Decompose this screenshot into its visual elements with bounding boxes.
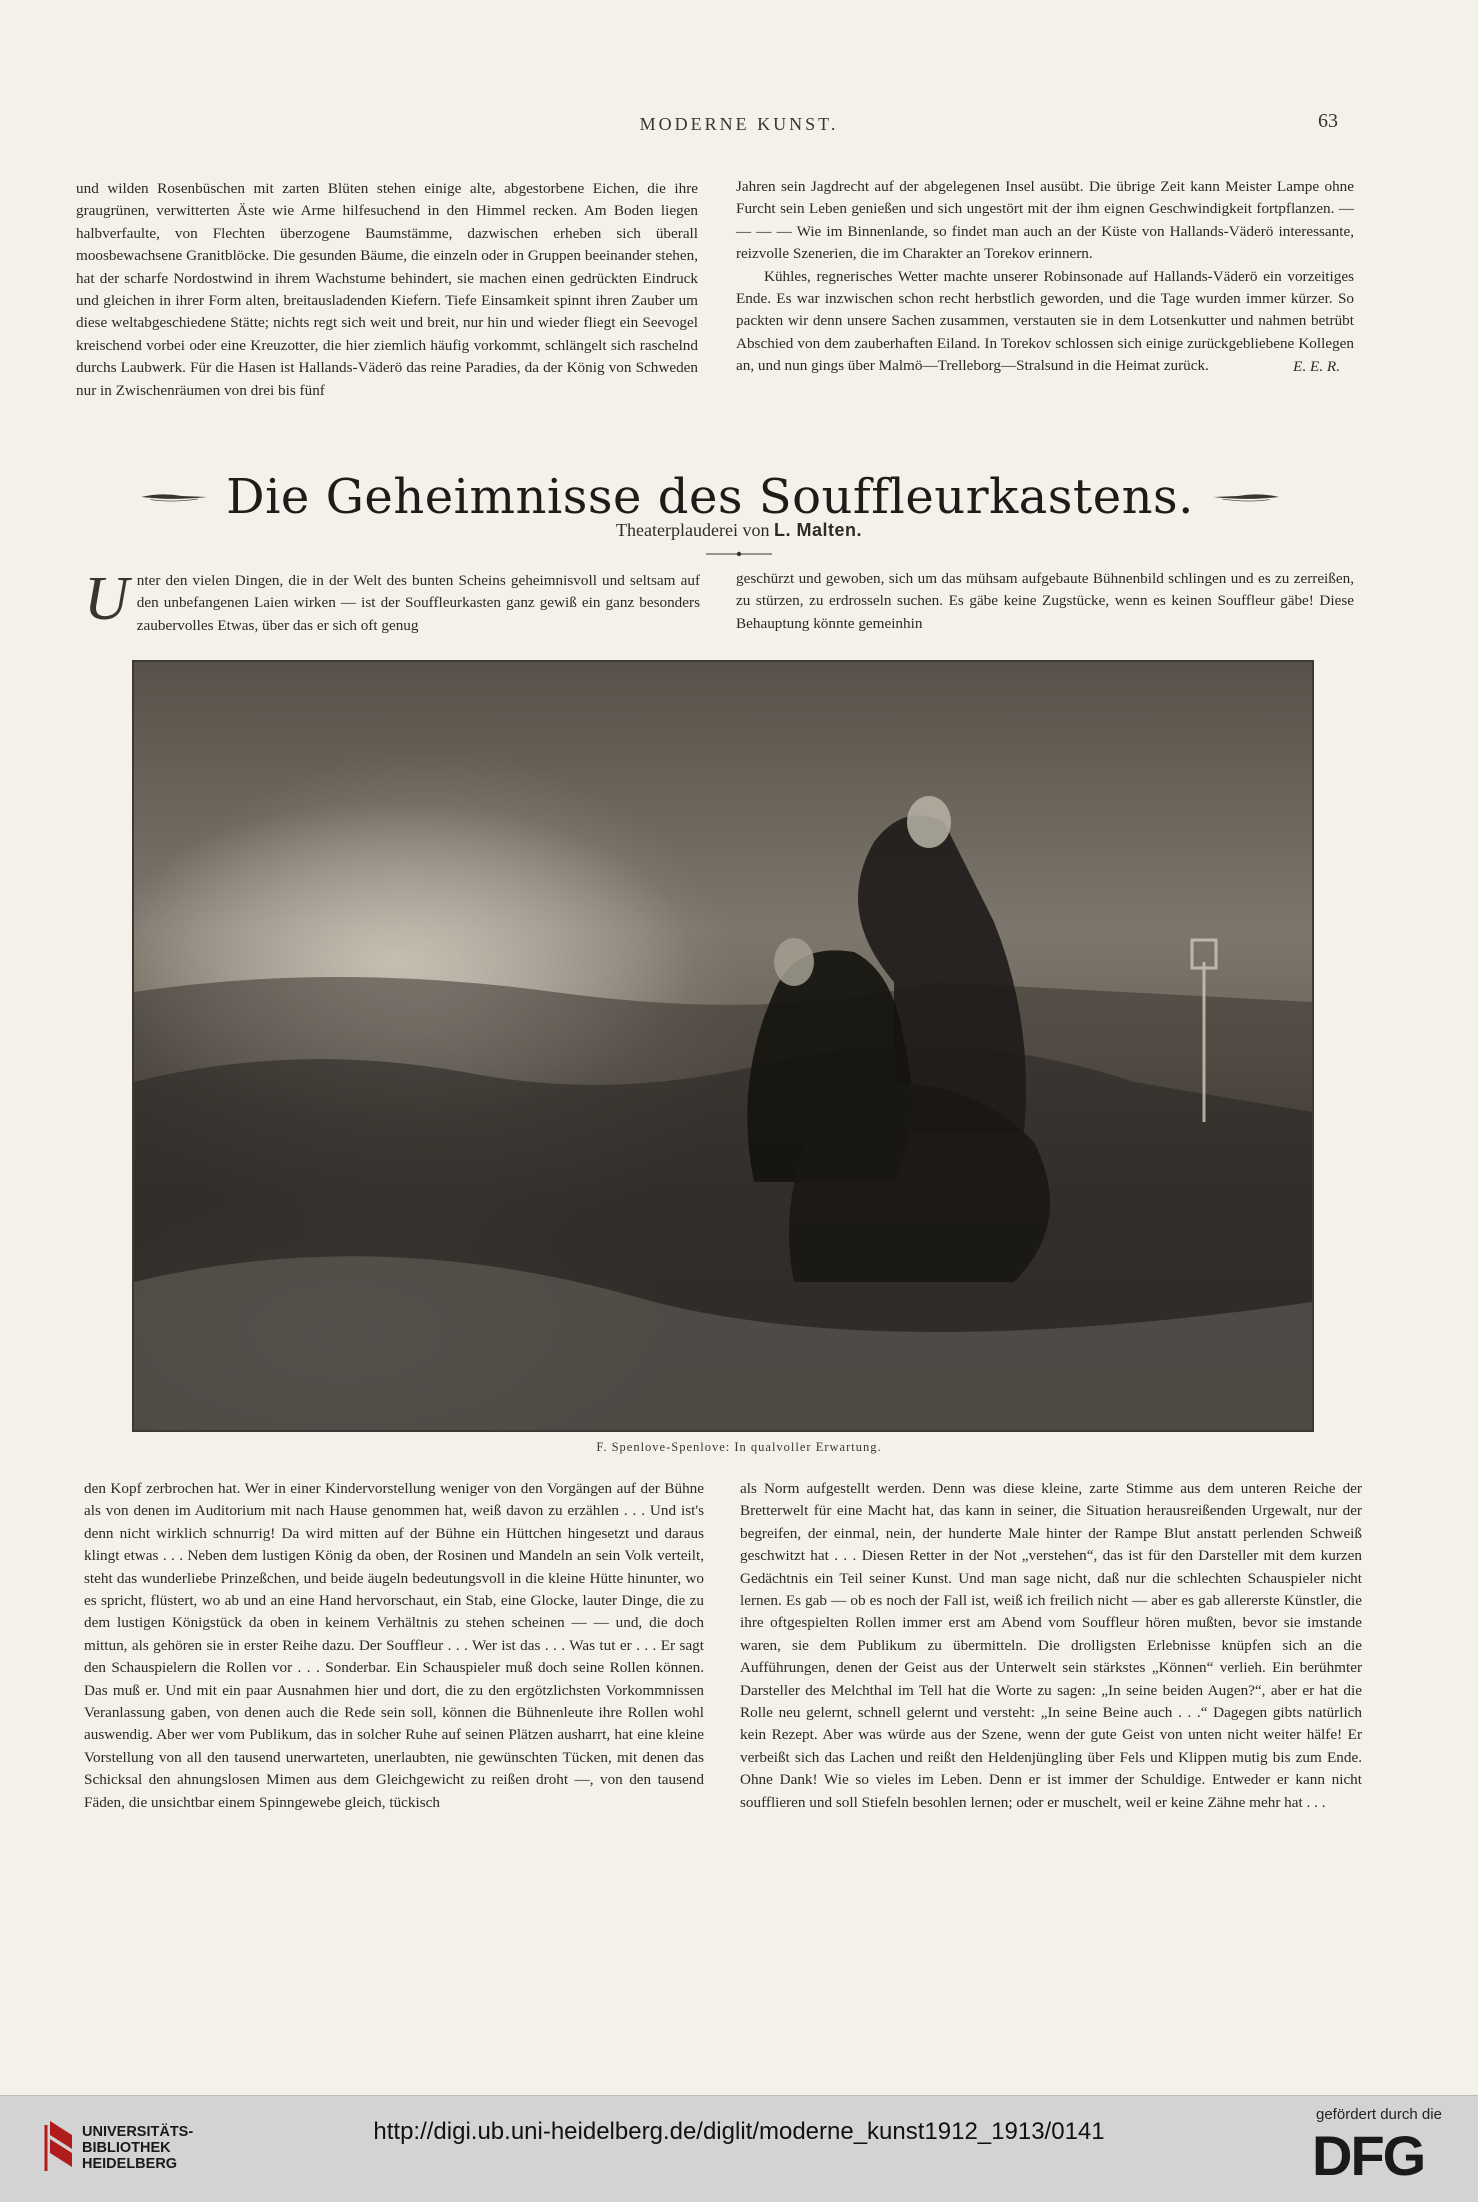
dfg-logo: DFG	[1312, 2124, 1425, 2187]
top-left-column	[76, 178, 698, 402]
funded-by-label: gefördert durch die	[1316, 2106, 1442, 2123]
intro-text: nter den vielen Dingen, die in der Welt des bunten Scheins geheimnisvoll und seltsam auf den unbefangenen Laien wirken — ist der Souffleurkasten ganz gewiß ein ganz besonders zaubervolles Etwas, über das er sich oft genug	[136, 572, 700, 634]
painting-scene	[134, 662, 1312, 1430]
page-number: 63	[1318, 110, 1338, 132]
paragraph: und wilden Rosenbüschen mit zarten Blüten stehen einige alte, abgestorbene Eichen, die ihre graugrünen, verwitterten Äste wie Arme hilfesuchend in den Himmel recken. Am Boden liegen halbverfaulte, von Flechten überzogene Baumstämme, dazwischen erheben sich überall moosbewachsene Granitblöcke. Die gesunden Bäume, die einzeln oder in Gruppen beeinander stehen, hat der scharfe Nordostwind in ihrem Wachstume behindert, sie machen einen gedrückten Eindruck und gleichen in ihrer Form alten, breitausladenden Kiefern. Tiefe Einsamkeit spinnt ihren Zauber um diese weltabgeschiedene Stätte; nichts regt sich weit und breit, nur hin und wieder fliegt ein Seevogel kreischend vorbei oder eine Kreuzotter, die hier ziemlich häufig vorkommt, schlängelt sich raschelnd durchs Laubwerk. Für die Hasen ist Hallands-Väderö das reine Paradies, da der König von Schweden nur in Zwischenräumen von drei bis fünf	[76, 180, 698, 399]
paragraph: den Kopf zerbrochen hat. Wer in einer Kindervorstellung weniger von den Vorgängen auf der Bühne als von denen im Auditorium mit nach Hause genommen hat, weiß davon zu erzählen . . . Und ist's denn nicht wirklich schnurrig! Da wird mitten auf der Bühne ein Hüttchen hingesetzt und daraus klingt etwas . . . Neben dem lustigen König da oben, der Rosinen und Mandeln an sein Volk verteilt, steht das wunderliebe Prinzeßchen, und beide äugeln bedeutungsvoll in die kleine Hütte hinunter, wo es spricht, flüstert, wo ab und an eine Hand hervorschaut, ein Stab, eine Glocke, lauter Dinge, die zu dem lustigen Königstück da oben in keinem Verhältnis zu stehen scheinen — — und, die doch mittun, als gehören sie in erster Reihe dazu. Der Souffleur . . . Wer ist das . . . Was tut er . . . Er sagt den Schauspielern die Rollen vor . . . Sonderbar. Ein Schauspieler muß doch seine Rollen können. Das muß er. Und mit ein paar Ausnahmen hier und dort, die zu den ergötzlichsten Vorkommnissen Veranlassung gaben, von denen auch die Rede sein soll, können die Bühnenleute ihre Rollen wohl auswendig. Aber wer vom Publikum, das in solcher Ruhe auf seinen Plätzen ausharrt, hat eine kleine Vorstellung von all den tausend unerwarteten, unerlaubten, nie gewünschten Tücken, mit denen das Schicksal den ahnungslosen Mimen aus dem Gleichgewicht zu reißen droht —, von den tausend Fäden, die unsichtbar einem Spinngewebe gleich, tückisch	[84, 1480, 704, 1811]
paragraph: als Norm aufgestellt werden. Denn was diese kleine, zarte Stimme aus dem unteren Reiche der Bretterwelt für eine Macht hat, das kann in seiner, die Situation herausreißenden Urgewalt, nur der begreifen, der einmal, nein, der hunderte Male hinter der Rampe Blut anstatt perlenden Schweiß geschwitzt hat . . . Diesen Retter in der Not „verstehen“, das ist für den Darsteller mit dem kurzen Gedächtnis ein Teil seiner Kunst. Und man sage nicht, daß nur die schlechten Schauspieler nicht lernen. Es gab — ob es noch der Fall ist, weiß ich freilich nicht — aber es gab allererste Künstler, die ihre oftgespielten Rollen immer erst am Abend vom Souffleur hören mußten, bevor sie imstande waren, sie dem Publikum zu übermitteln. Die drolligsten Erlebnisse knüpfen sich an die Aufführungen, denen der Geist aus der Unterwelt sein stärkstes „Können“ verlieh. Ein berühmter Darsteller des Melchthal im Tell hat die Worte zu sagen: „In seine beiden Augen?“, aber er hat die Rolle neu gelernt, schnell gelernt und versteht: „In seine Beine auch . . .“ Dagegen gibts natürlich kein Rezept. Aber was würde aus der Szene, wenn der gute Geist von unten nicht weiter hälfe! Er verbeißt sich das Lachen und reißt den Heldenjüngling über Fels und Klippen mutig bis zum Ende. Ohne Dank! Wie so vieles im Leben. Denn er ist immer der Schuldige. Entweder er kann nicht soufflieren und soll Stiefeln besohlen lernen; oder er muschelt, weil er keine Zähne mehr hat . . .	[740, 1480, 1362, 1811]
subtitle-divider	[704, 550, 774, 558]
bottom-right-column	[740, 1478, 1362, 1814]
digitization-footer	[0, 2095, 1478, 2202]
digitization-url-link[interactable]: http://digi.ub.uni-heidelberg.de/diglit/moderne_kunst1912_1913/0141	[373, 2118, 1105, 2145]
article-subtitle	[0, 520, 1478, 541]
library-name-line: HEIDELBERG	[82, 2156, 178, 2172]
top-right-column	[736, 176, 1354, 378]
article-title: Die Geheimnisse des Souffleurkastens.	[226, 469, 1194, 525]
paragraph: geschürzt und gewoben, sich um das mühsam aufgebaute Bühnenbild schlingen und es zu zerreißen, zu stürzen, zu erdrosseln suchen. Es gäbe keine Zugstücke, wenn es keinen Souffleur gäbe! Diese Behauptung könnte gemeinhin	[736, 570, 1354, 632]
intro-right-column	[736, 568, 1354, 635]
figure-caption: F. Spenlove-Spenlove: In qualvoller Erwartung.	[596, 1440, 882, 1454]
subtitle-prefix: Theaterplauderei von	[616, 520, 770, 540]
bottom-left-column	[84, 1478, 704, 1814]
running-title: MODERNE KUNST.	[639, 114, 839, 134]
library-name-line: BIBLIOTHEK	[82, 2140, 171, 2156]
paragraph: Kühles, regnerisches Wetter machte unserer Robinsonade auf Hallands-Väderö ein vorzeitiges Ende. Es war inzwischen schon recht herbstlich geworden, und die Tage wurden immer kürzer. So packten wir denn unsere Sachen zusammen, verstauten sie in dem Lotsenkutter und nahmen betrübt Abschied von dem zauberhaften Eiland. In Torekov schlossen sich einige zurückgebliebene Kollegen an, und nun gings über Malmö—Trelleborg—Stralsund in die Heimat zurück.	[736, 267, 1354, 375]
intro-left-column	[84, 565, 700, 637]
library-name-line: UNIVERSITÄTS-	[82, 2124, 194, 2140]
author-signature: E. E. R.	[1293, 357, 1340, 375]
drop-cap-initial: U	[84, 565, 129, 633]
ornament-left	[140, 482, 208, 512]
article-author: L. Malten.	[773, 520, 862, 540]
ornament-right	[1212, 482, 1280, 512]
paragraph: Jahren sein Jagdrecht auf der abgelegenen Insel ausübt. Die übrige Zeit kann Meister Lampe ohne Furcht sein Leben genießen und sich ungestört mit der ihm eignen Geschwindigkeit fortpflanzen. — — — — Wie im Binnenlande, so findet man auch an der Küste von Hallands-Väderö interessante, reizvolle Szenerien, die im Charakter an Torekov erinnern.	[736, 178, 1354, 263]
painting-illustration	[132, 660, 1314, 1432]
